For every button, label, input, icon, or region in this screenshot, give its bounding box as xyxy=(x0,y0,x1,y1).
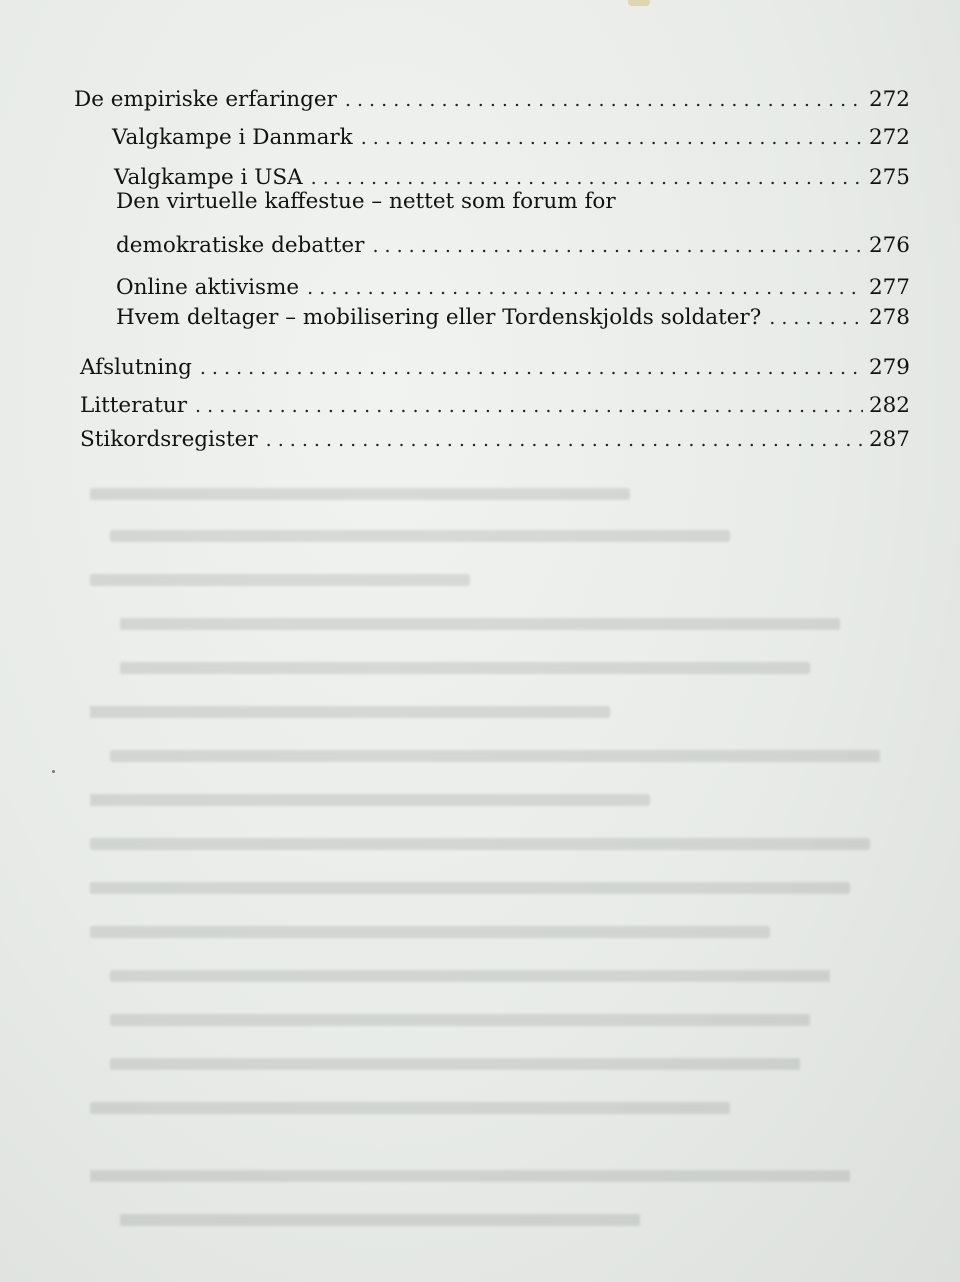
dot-leader xyxy=(361,124,863,152)
toc-entry xyxy=(80,426,910,454)
toc-entry-page: 275 xyxy=(868,165,910,190)
toc-entry-title: Online aktivisme xyxy=(116,275,300,300)
table-of-contents xyxy=(0,0,960,470)
toc-entry-title: Hvem deltager – mobilisering eller Tordenskjolds soldater? xyxy=(116,305,762,330)
toc-entry-title: demokratiske debatter xyxy=(116,233,365,258)
toc-entry-page: 272 xyxy=(868,125,910,150)
toc-entry xyxy=(74,86,910,114)
dot-leader xyxy=(195,392,863,420)
dot-leader xyxy=(345,86,863,114)
toc-entry xyxy=(116,232,910,260)
toc-entry-page: 282 xyxy=(868,393,910,418)
toc-entry-title: Stikordsregister xyxy=(80,427,258,452)
dot-leader xyxy=(307,274,863,302)
toc-entry-page: 278 xyxy=(868,305,910,330)
dot-leader xyxy=(200,354,863,382)
toc-entry-page: 279 xyxy=(868,355,910,380)
toc-entry xyxy=(80,392,910,420)
toc-entry-page: 272 xyxy=(868,87,910,112)
dot-leader xyxy=(372,232,863,260)
dot-leader xyxy=(769,304,863,332)
toc-entry xyxy=(80,354,910,382)
toc-entry-title: Den virtuelle kaffestue – nettet som forum for xyxy=(116,189,616,214)
toc-entry-title: De empiriske erfaringer xyxy=(74,87,337,112)
toc-entry xyxy=(116,274,910,302)
toc-entry-page: 287 xyxy=(868,427,910,452)
bleed-through-text xyxy=(80,470,900,1270)
dot-leader xyxy=(266,426,863,454)
toc-entry-title: Litteratur xyxy=(80,393,188,418)
paper-speck xyxy=(52,770,55,773)
toc-entry-title: Valgkampe i Danmark xyxy=(112,125,353,150)
toc-entry-title: Valgkampe i USA xyxy=(114,165,303,190)
toc-entry xyxy=(112,124,910,152)
toc-entry-page: 276 xyxy=(868,233,910,258)
toc-entry-title: Afslutning xyxy=(80,355,192,380)
toc-entry xyxy=(116,304,910,332)
toc-entry-page: 277 xyxy=(868,275,910,300)
